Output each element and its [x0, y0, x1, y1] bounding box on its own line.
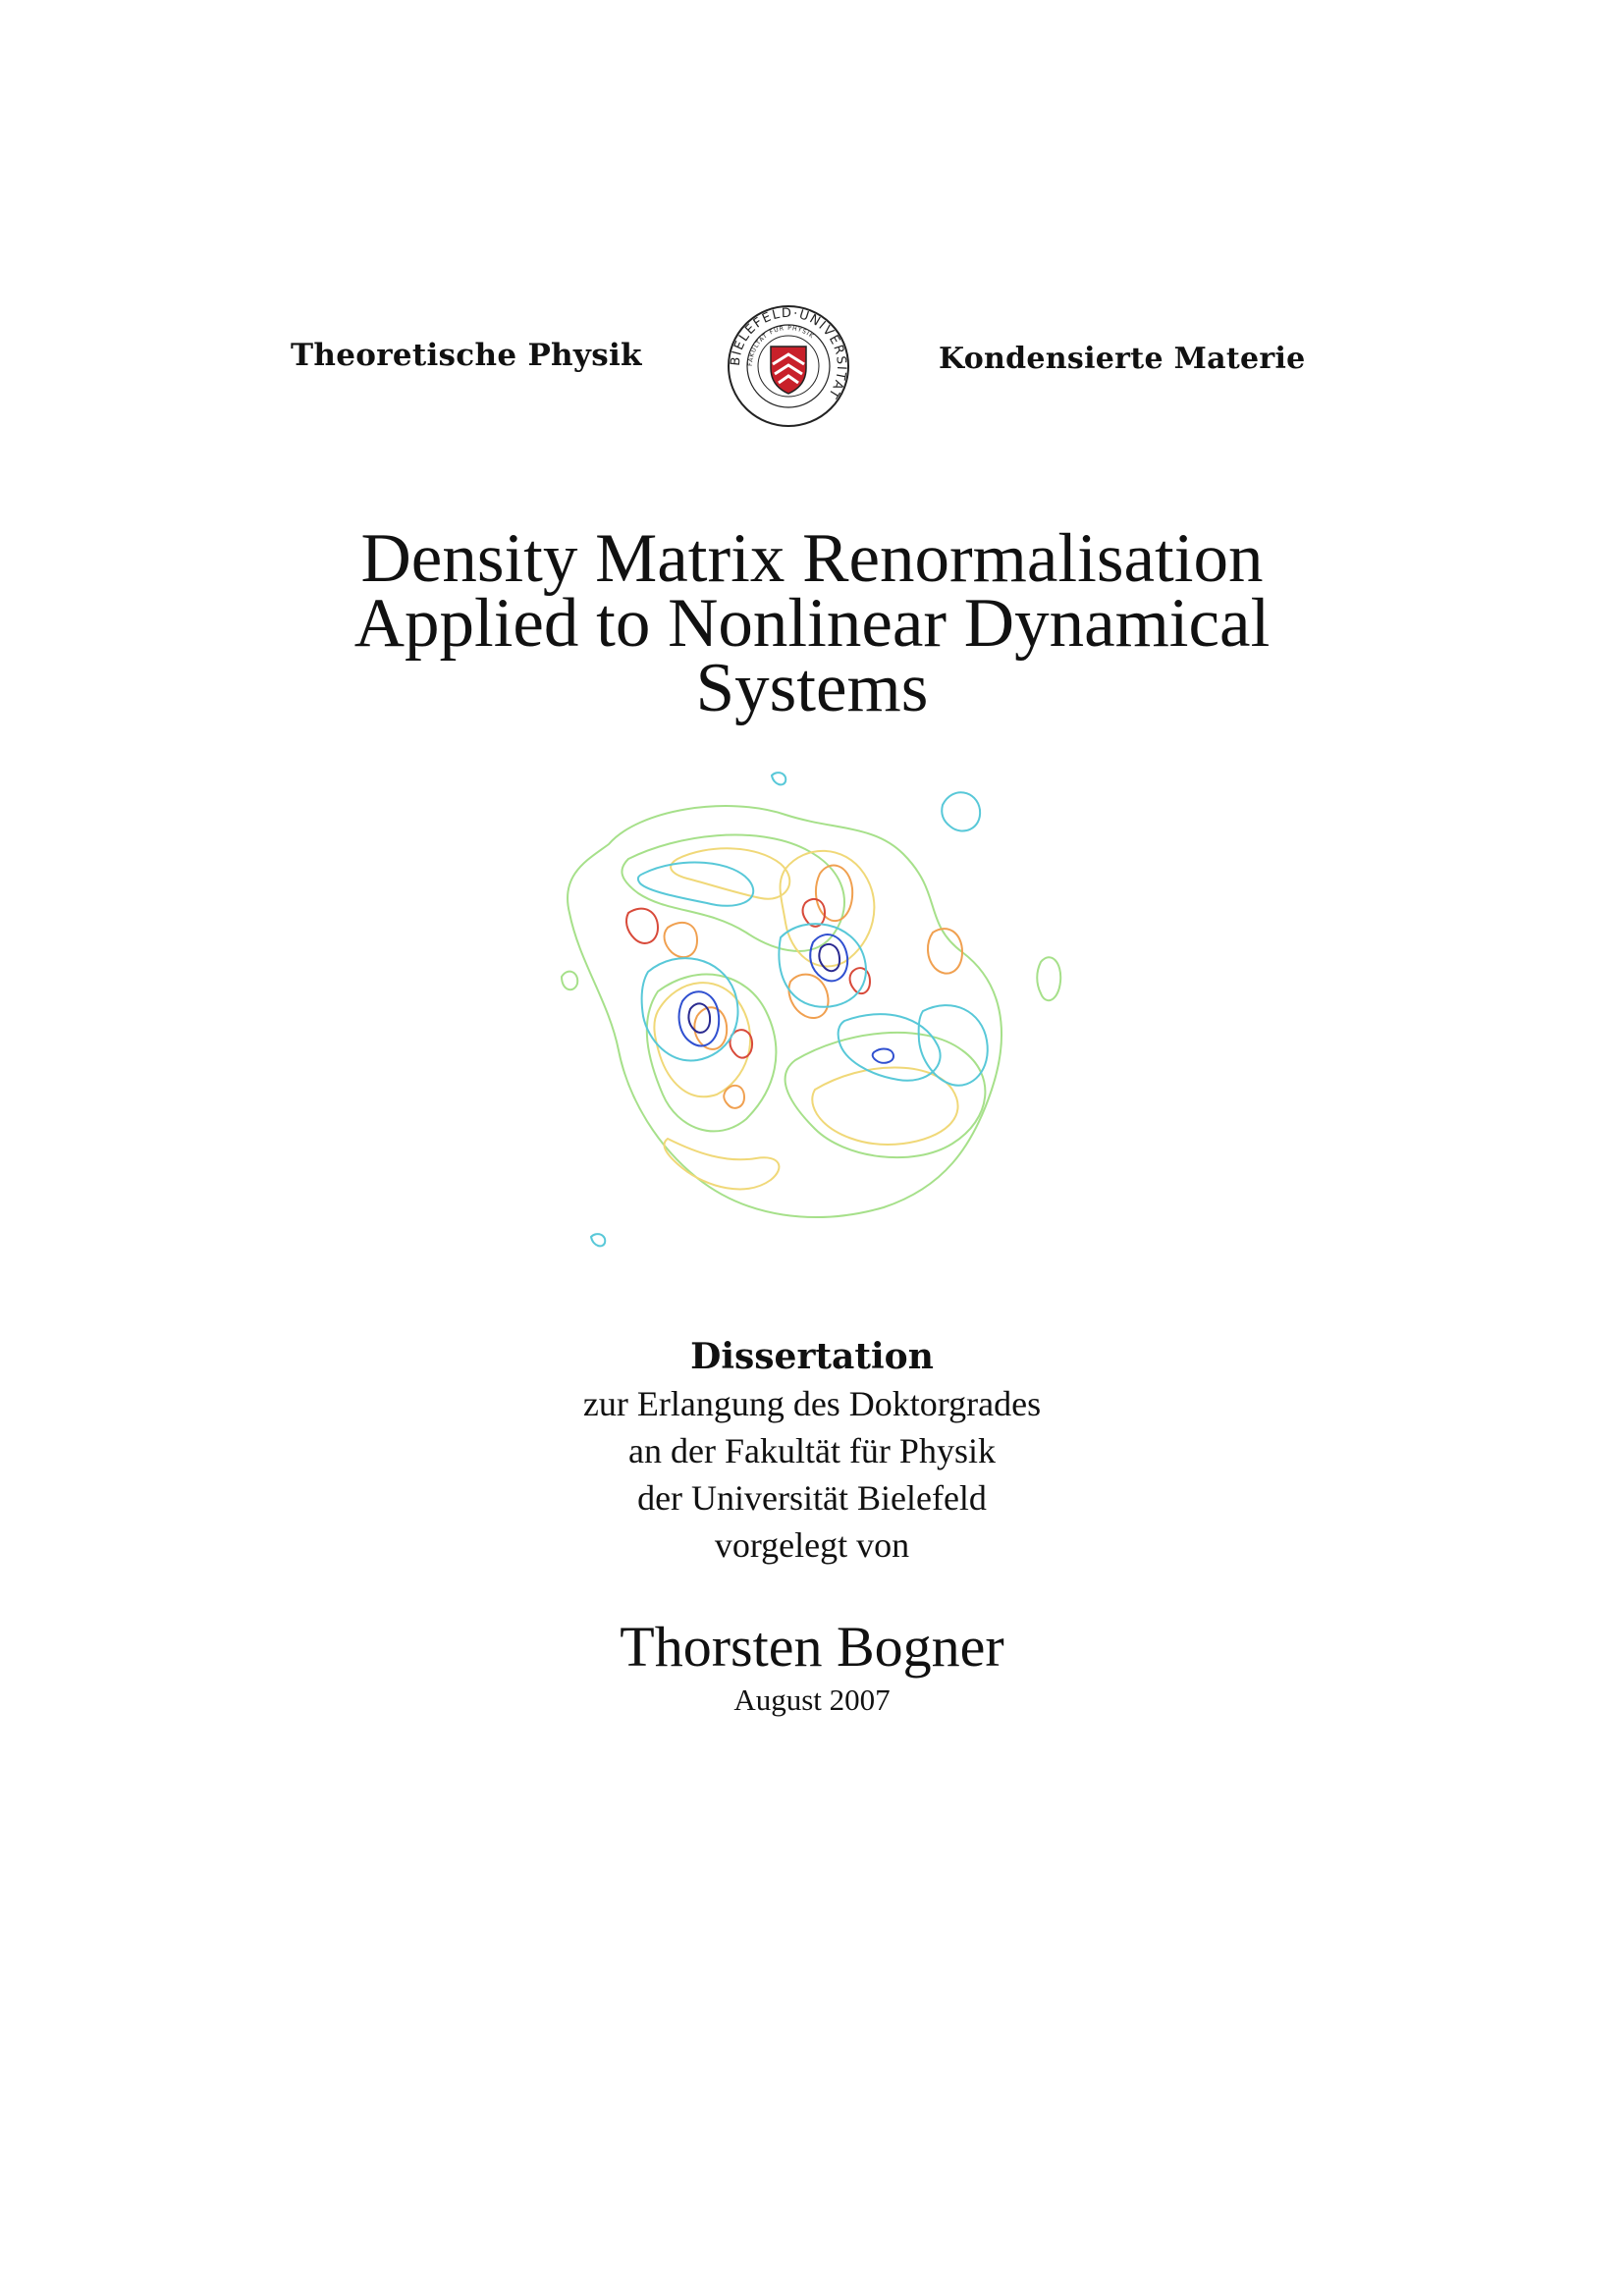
- dissertation-line: an der Fakultät für Physik: [628, 1431, 996, 1470]
- contour-line: [810, 934, 847, 981]
- seal-outer-text: BIELEFELD·UNIVERSITÄT: [728, 305, 849, 402]
- dissertation-line: der Universität Bielefeld: [637, 1478, 987, 1518]
- dissertation-line: vorgelegt von: [714, 1525, 910, 1565]
- contour-line: [772, 773, 785, 784]
- seal-inner-text: FAKULTÄT FÜR PHYSIK: [746, 324, 816, 367]
- author-name: Thorsten Bogner: [620, 1615, 1004, 1679]
- contour-line: [591, 1234, 605, 1246]
- contour-line: [724, 1086, 744, 1108]
- department-label: Theoretische Physik: [291, 338, 642, 373]
- university-seal-icon: [726, 303, 851, 429]
- title-line: Density Matrix Renormalisation: [360, 520, 1264, 597]
- title-line: Applied to Nonlinear Dynamical: [353, 585, 1271, 662]
- contour-line: [626, 909, 658, 943]
- contour-line: [688, 1003, 710, 1032]
- submission-date: August 2007: [733, 1682, 891, 1717]
- contour-line: [679, 991, 720, 1045]
- contour-line: [665, 923, 697, 957]
- contour-plot-figure: [550, 766, 1080, 1256]
- contour-line: [671, 848, 789, 898]
- contour-line: [812, 1068, 957, 1145]
- contour-line: [638, 863, 753, 906]
- dissertation-label: Dissertation: [690, 1336, 934, 1377]
- contour-line: [1037, 957, 1060, 1000]
- contour-line: [942, 792, 980, 830]
- contour-line: [562, 972, 577, 990]
- thesis-title: [0, 520, 1624, 726]
- contour-line: [873, 1049, 893, 1063]
- title-line: Systems: [695, 650, 929, 726]
- group-label: Kondensierte Materie: [939, 342, 1306, 376]
- dissertation-line: zur Erlangung des Doktorgrades: [582, 1384, 1042, 1423]
- dissertation-block: [0, 1333, 1624, 1569]
